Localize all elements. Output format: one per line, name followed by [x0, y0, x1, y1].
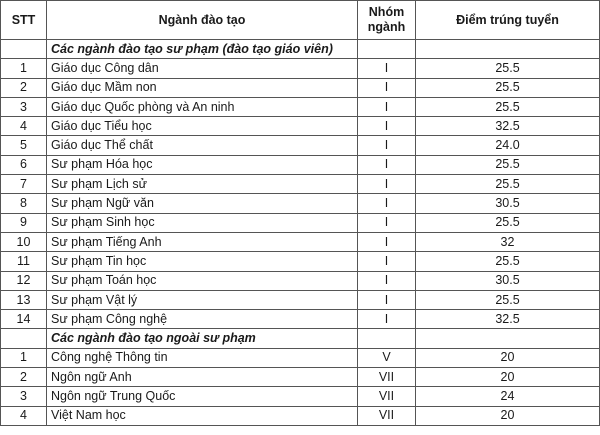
group-cell: I — [358, 252, 416, 271]
stt-cell: 3 — [1, 387, 47, 406]
table-row — [1, 271, 600, 290]
table-row — [1, 232, 600, 251]
header-major: Ngành đào tạo — [47, 1, 358, 40]
group-cell: I — [358, 97, 416, 116]
group-cell: I — [358, 232, 416, 251]
major-name-cell: Giáo dục Mầm non — [47, 78, 358, 97]
section-stt-cell — [1, 329, 47, 348]
table-row — [1, 213, 600, 232]
major-name-cell: Sư phạm Tiếng Anh — [47, 232, 358, 251]
major-name-cell: Việt Nam học — [47, 406, 358, 425]
stt-cell: 11 — [1, 252, 47, 271]
stt-cell: 1 — [1, 59, 47, 78]
group-cell: I — [358, 155, 416, 174]
major-name-cell: Giáo dục Công dân — [47, 59, 358, 78]
group-cell: I — [358, 175, 416, 194]
major-name-cell: Công nghệ Thông tin — [47, 348, 358, 367]
section-group-cell — [358, 329, 416, 348]
group-cell: I — [358, 194, 416, 213]
table-row — [1, 175, 600, 194]
score-cell: 32 — [416, 232, 600, 251]
group-cell: I — [358, 271, 416, 290]
section-group-cell — [358, 40, 416, 59]
stt-cell: 1 — [1, 348, 47, 367]
score-cell: 25.5 — [416, 155, 600, 174]
score-cell: 20 — [416, 406, 600, 425]
stt-cell: 9 — [1, 213, 47, 232]
group-cell: I — [358, 310, 416, 329]
score-cell: 20 — [416, 368, 600, 387]
score-cell: 30.5 — [416, 194, 600, 213]
section-score-cell — [416, 40, 600, 59]
table-row — [1, 406, 600, 425]
stt-cell: 10 — [1, 232, 47, 251]
score-cell: 25.5 — [416, 59, 600, 78]
table-row — [1, 348, 600, 367]
score-cell: 25.5 — [416, 175, 600, 194]
major-name-cell: Giáo dục Thể chất — [47, 136, 358, 155]
group-cell: V — [358, 348, 416, 367]
stt-cell: 3 — [1, 97, 47, 116]
major-name-cell: Sư phạm Ngữ văn — [47, 194, 358, 213]
group-cell: I — [358, 59, 416, 78]
stt-cell: 4 — [1, 117, 47, 136]
section-score-cell — [416, 329, 600, 348]
header-stt: STT — [1, 1, 47, 40]
score-cell: 25.5 — [416, 97, 600, 116]
stt-cell: 13 — [1, 290, 47, 309]
score-cell: 20 — [416, 348, 600, 367]
table-row — [1, 290, 600, 309]
header-score: Điểm trúng tuyển — [416, 1, 600, 40]
major-name-cell: Sư phạm Tin học — [47, 252, 358, 271]
major-name-cell: Sư phạm Vật lý — [47, 290, 358, 309]
major-name-cell: Sư phạm Toán học — [47, 271, 358, 290]
score-cell: 25.5 — [416, 213, 600, 232]
table-row — [1, 117, 600, 136]
score-cell: 32.5 — [416, 117, 600, 136]
score-cell: 30.5 — [416, 271, 600, 290]
score-cell: 25.5 — [416, 290, 600, 309]
table-row — [1, 155, 600, 174]
major-name-cell: Ngôn ngữ Anh — [47, 368, 358, 387]
section-title: Các ngành đào tạo ngoài sư phạm — [47, 329, 358, 348]
stt-cell: 8 — [1, 194, 47, 213]
table-row — [1, 194, 600, 213]
table-row — [1, 78, 600, 97]
stt-cell: 12 — [1, 271, 47, 290]
major-name-cell: Sư phạm Sinh học — [47, 213, 358, 232]
table-row — [1, 368, 600, 387]
major-name-cell: Sư phạm Hóa học — [47, 155, 358, 174]
table-row — [1, 59, 600, 78]
score-cell: 25.5 — [416, 252, 600, 271]
group-cell: VII — [358, 368, 416, 387]
header-row — [1, 1, 600, 40]
table-row — [1, 97, 600, 116]
group-cell: VII — [358, 406, 416, 425]
major-name-cell: Giáo dục Quốc phòng và An ninh — [47, 97, 358, 116]
stt-cell: 7 — [1, 175, 47, 194]
section-title: Các ngành đào tạo sư phạm (đào tạo giáo viên) — [47, 40, 358, 59]
table-body — [1, 40, 600, 426]
major-name-cell: Sư phạm Công nghệ — [47, 310, 358, 329]
table-row — [1, 136, 600, 155]
table-row — [1, 310, 600, 329]
major-name-cell: Ngôn ngữ Trung Quốc — [47, 387, 358, 406]
stt-cell: 4 — [1, 406, 47, 425]
stt-cell: 5 — [1, 136, 47, 155]
section-row — [1, 40, 600, 59]
section-row — [1, 329, 600, 348]
group-cell: I — [358, 117, 416, 136]
score-cell: 25.5 — [416, 78, 600, 97]
group-cell: I — [358, 136, 416, 155]
major-name-cell: Sư phạm Lịch sử — [47, 175, 358, 194]
header-group: Nhóm ngành — [358, 1, 416, 40]
score-cell: 24 — [416, 387, 600, 406]
group-cell: I — [358, 213, 416, 232]
group-cell: I — [358, 290, 416, 309]
major-name-cell: Giáo dục Tiểu học — [47, 117, 358, 136]
table-row — [1, 387, 600, 406]
score-cell: 32.5 — [416, 310, 600, 329]
group-cell: VII — [358, 387, 416, 406]
stt-cell: 14 — [1, 310, 47, 329]
stt-cell: 2 — [1, 78, 47, 97]
stt-cell: 6 — [1, 155, 47, 174]
stt-cell: 2 — [1, 368, 47, 387]
score-cell: 24.0 — [416, 136, 600, 155]
table-row — [1, 252, 600, 271]
group-cell: I — [358, 78, 416, 97]
section-stt-cell — [1, 40, 47, 59]
